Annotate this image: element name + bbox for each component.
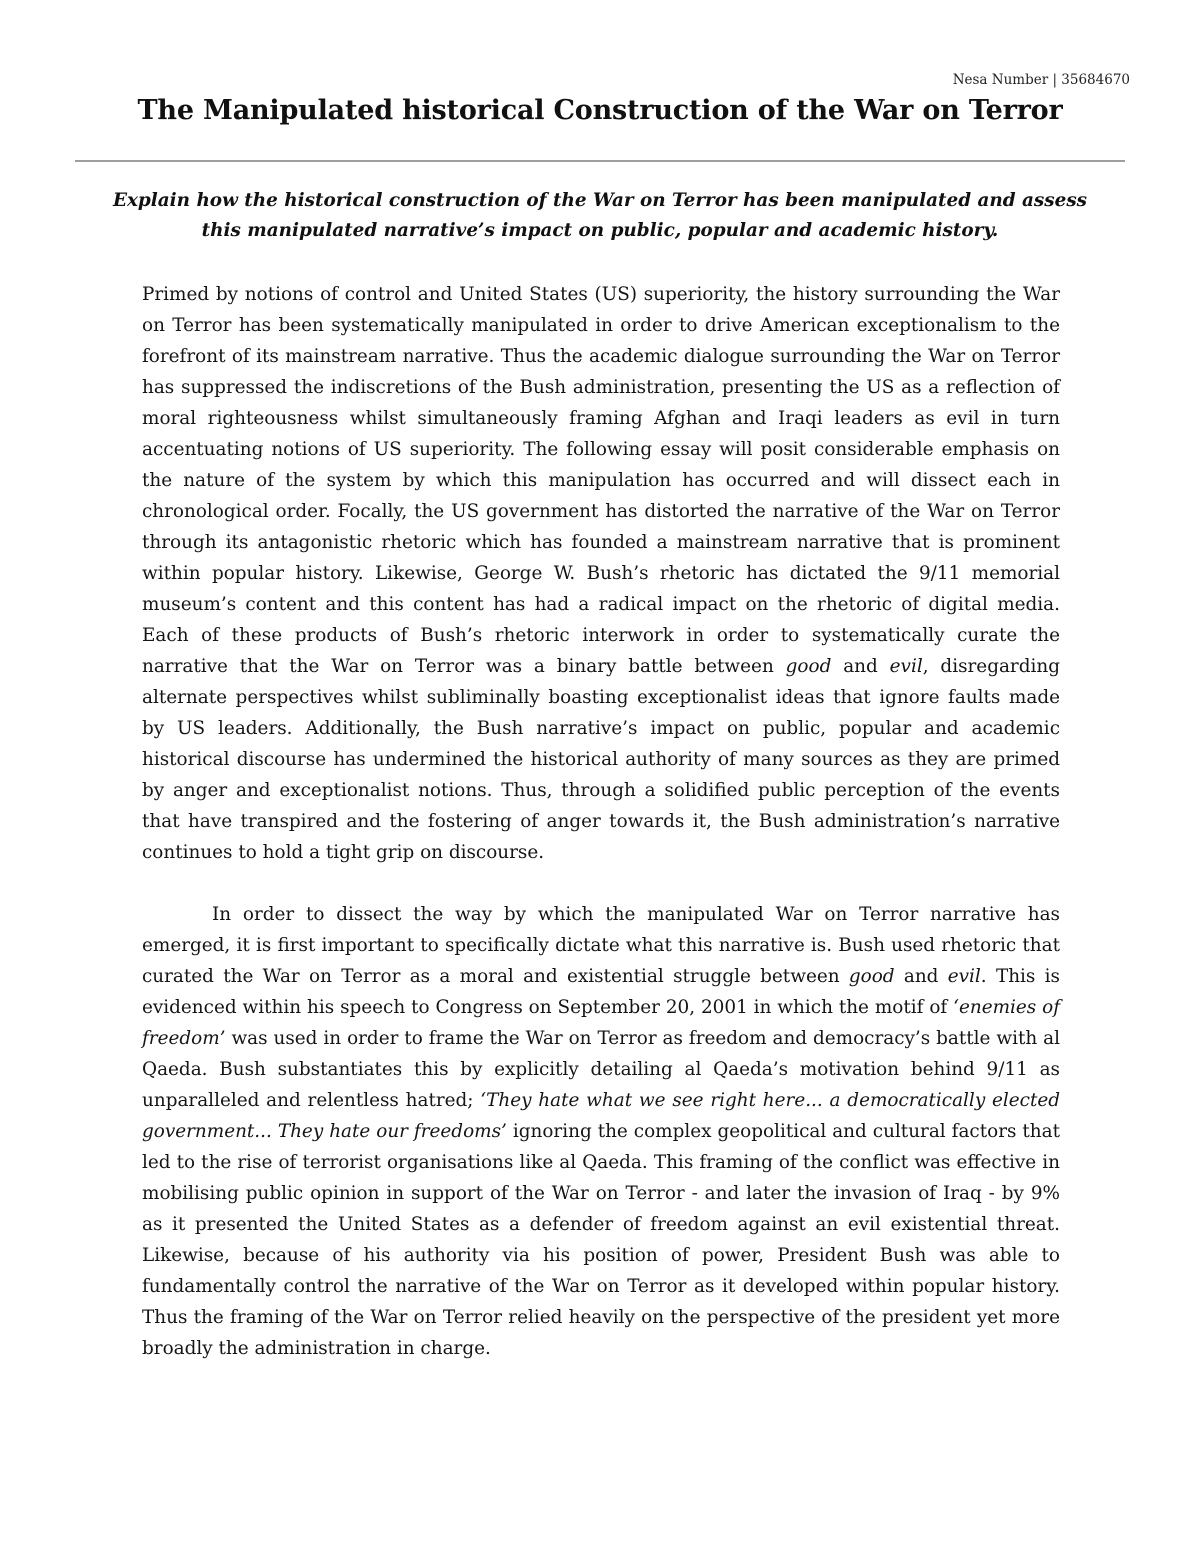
paragraph-2 (142, 899, 1060, 1364)
italic-span: good (848, 966, 895, 987)
italic-span: good (785, 656, 832, 677)
title-divider (75, 160, 1125, 162)
text-span: . This is evidenced within his speech to Congress on September 20, 2001 in which the motif of (142, 966, 1060, 1018)
text-span: In order to dissect the way by which the manipulated War on Terror narrative has emerged, it is first important to specifically dictate what this narrative is. Bush used rhetoric that curated the War on Terror as a moral and existential struggle between (142, 904, 1060, 987)
text-span: and (894, 966, 948, 987)
nesa-number: Nesa Number | 35684670 (952, 72, 1130, 88)
paragraph-1 (142, 279, 1060, 868)
italic-span: evil (947, 966, 981, 987)
page-title: The Manipulated historical Construction of the War on Terror (137, 95, 1063, 126)
essay-question: Explain how the historical construction of the War on Terror has been manipulated and assess this manipulated narrative’s impact on public, popular and academic history. (112, 190, 1088, 241)
text-span: was used in order to frame the War on Terror as freedom and democracy’s battle with al Qaeda. Bush substantiates this by explicitly detailing al Qaeda’s motivation behind 9/11 as unparalleled and relentless hatred; (142, 1028, 1060, 1111)
text-span: and (831, 656, 890, 677)
italic-quote: ‘enemies of freedom’ (142, 997, 1061, 1049)
italic-quote: ‘They hate what we see right here... a democratically elected government... They hate our freedoms’ (142, 1090, 1060, 1142)
text-span: Primed by notions of control and United States (US) superiority, the history surrounding the War on Terror has been systematically manipulated in order to drive American exceptionalism to the forefront of its mainstream narrative. Thus the academic dialogue surrounding the War on Terror has suppressed the indiscretions of the Bush administration, presenting the US as a reflection of moral righteousness whilst simultaneously framing Afghan and Iraqi leaders as evil in turn accentuating notions of US superiority. The following essay will posit considerable emphasis on the nature of the system by which this manipulation has occurred and will dissect each in chronological order. Focally, the US government has distorted the narrative of the War on Terror through its antagonistic rhetoric which has founded a mainstream narrative that is prominent within popular history. Likewise, George W. Bush’s rhetoric has dictated the 9/11 memorial museum’s content and this content has had a radical impact on the rhetoric of digital media. Each of these products of Bush’s rhetoric interwork in order to systematically curate the narrative that the War on Terror was a binary battle between (142, 284, 1060, 677)
italic-span: evil (889, 656, 923, 677)
text-span: ignoring the complex geopolitical and cultural factors that led to the rise of terrorist organisations like al Qaeda. This framing of the conflict was effective in mobilising public opinion in support of the War on Terror - and later the invasion of Iraq - by 9% as it presented the United States as a defender of freedom against an evil existential threat. Likewise, because of his authority via his position of power, President Bush was able to fundamentally control the narrative of the War on Terror as it developed within popular history. Thus the framing of the War on Terror relied heavily on the perspective of the president yet more broadly the administration in charge. (142, 1121, 1060, 1359)
text-span: , disregarding alternate perspectives whilst subliminally boasting exceptionalist ideas that ignore faults made by US leaders. Additionally, the Bush narrative’s impact on public, popular and academic historical discourse has undermined the historical authority of many sources as they are primed by anger and exceptionalist notions. Thus, through a solidified public perception of the events that have transpired and the fostering of anger towards it, the Bush administration’s narrative continues to hold a tight grip on discourse. (142, 656, 1060, 863)
